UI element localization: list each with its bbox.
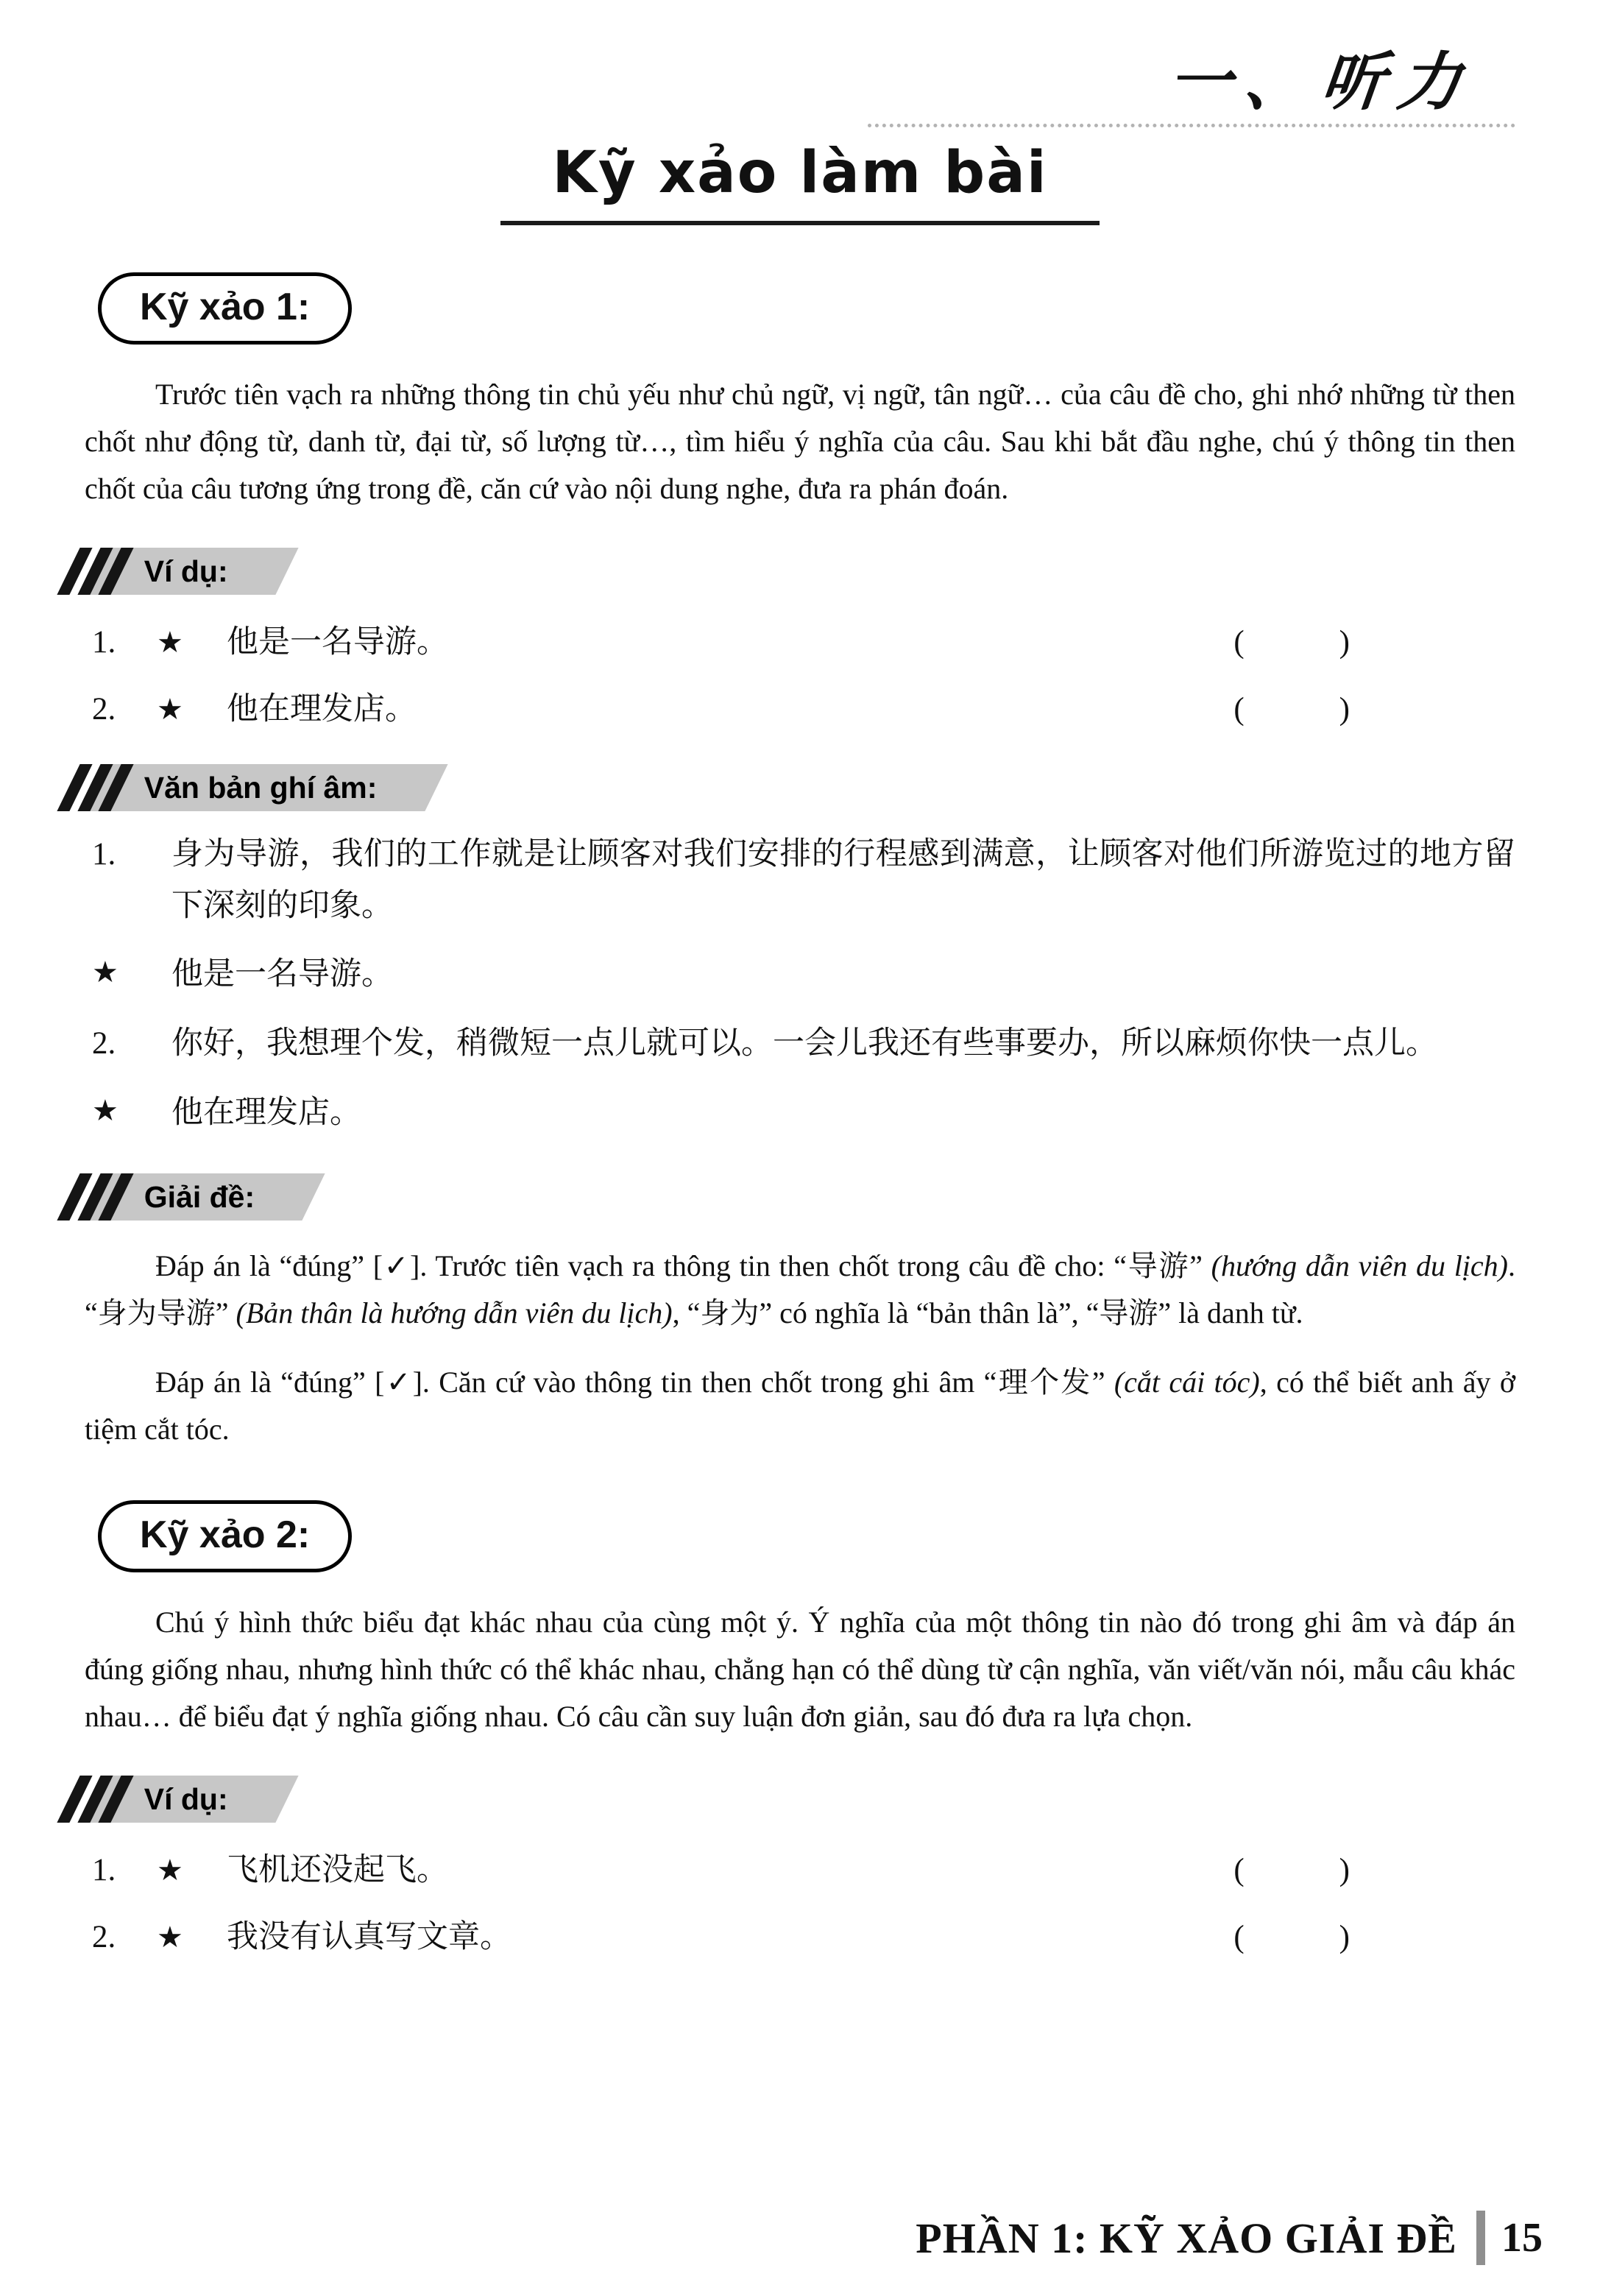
solution-gloss: (Bản thân là hướng dẫn viên du lịch) (236, 1296, 673, 1330)
example-number: 2. (92, 692, 116, 727)
solution-gloss: (cắt cái tóc) (1114, 1366, 1260, 1399)
example-number: 2. (92, 1920, 116, 1955)
star-icon: ★ (92, 1093, 118, 1127)
section-label: Giải đề: (144, 1179, 255, 1214)
example-text: 我没有认真写文章。 (227, 1920, 511, 1955)
page-number: 15 (1501, 2215, 1543, 2261)
example-item (92, 1912, 1515, 1957)
star-icon: ★ (157, 693, 183, 726)
example-text: 他是一名导游。 (227, 625, 448, 660)
example-item (92, 1845, 1515, 1890)
star-icon: ★ (157, 626, 183, 659)
footer (916, 2211, 1543, 2265)
solution-text: , “身为” có nghĩa là “bản thân là”, “导游” là danh từ. (672, 1296, 1303, 1330)
section-header-transcript (68, 764, 1515, 811)
example-number: 1. (92, 625, 116, 660)
transcript-item (92, 829, 1515, 931)
skill2-badge: Kỹ xảo 2: (98, 1500, 352, 1572)
transcript-item (92, 1087, 1515, 1139)
section-label: Ví dụ: (144, 554, 228, 588)
section-header-solution (68, 1173, 1515, 1221)
section-header-example-1 (68, 548, 1515, 595)
solution-gloss: (hướng dẫn viên du lịch) (1211, 1249, 1509, 1283)
transcript-text: 他是一名导游。 (171, 957, 393, 992)
solution-paragraph (85, 1243, 1515, 1337)
transcript-text: 你好，我想理个发，稍微短一点儿就可以。一会儿我还有些事要办，所以麻烦你快一点儿。 (171, 1025, 1437, 1061)
dotted-rule (868, 124, 1515, 127)
section-header-example-2 (68, 1776, 1515, 1823)
solution-text: , có thể biết anh ấy ở tiệm cắt tóc. (85, 1366, 1515, 1447)
solution-text: Đáp án là “đúng” [✓]. Trước tiên vạch ra thông tin then chốt trong câu đề cho: “导游” (155, 1249, 1211, 1283)
star-icon: ★ (157, 1854, 183, 1887)
transcript-marker: 2. (92, 1025, 116, 1061)
section-label: Ví dụ: (144, 1781, 228, 1816)
example-text: 飞机还没起飞。 (227, 1853, 448, 1888)
transcript-marker: 1. (92, 837, 116, 872)
section-label: Văn bản ghí âm: (144, 770, 378, 805)
page-header (85, 31, 1515, 127)
page-title: Kỹ xảo làm bài (500, 140, 1099, 225)
answer-blank: ( ) (1233, 1853, 1350, 1888)
answer-blank: ( ) (1233, 625, 1350, 660)
star-icon: ★ (157, 1921, 183, 1954)
footer-divider (1476, 2211, 1485, 2265)
footer-label: PHẦN 1: KỸ XẢO GIẢI ĐỀ (916, 2214, 1457, 2262)
transcript-item (92, 1018, 1515, 1070)
example-item (92, 684, 1515, 729)
skill1-badge: Kỹ xảo 1: (98, 272, 352, 345)
solution-text: . “身为导游” (85, 1249, 1516, 1330)
solution-text: Đáp án là “đúng” [✓]. Căn cứ vào thông tin then chốt trong ghi âm “理个发” (155, 1366, 1114, 1399)
answer-blank: ( ) (1233, 692, 1350, 727)
transcript-text: 他在理发店。 (171, 1095, 361, 1130)
example-item (92, 617, 1515, 662)
section-calligraphy-title: 一、听力 (1164, 46, 1479, 119)
transcript-item (92, 949, 1515, 1000)
answer-blank: ( ) (1233, 1920, 1350, 1955)
example-text: 他在理发店。 (227, 692, 417, 727)
transcript-text: 身为导游，我们的工作就是让顾客对我们安排的行程感到满意，让顾客对他们所游览过的地方留下深刻的印象。 (171, 837, 1515, 923)
skill1-intro: Trước tiên vạch ra những thông tin chủ yếu như chủ ngữ, vị ngữ, tân ngữ… của câu đề cho, ghi nhớ những từ then chốt như động từ, danh từ, đại từ, số lượng từ…, tìm hiểu ý nghĩa của câu. Sau khi bắt đầu nghe, chú ý thông tin then chốt của câu tương ứng trong đề, căn cứ vào nội dung nghe, đưa ra phán đoán. (85, 378, 1515, 505)
example-number: 1. (92, 1853, 116, 1888)
skill2-intro: Chú ý hình thức biểu đạt khác nhau của cùng một ý. Ý nghĩa của một thông tin nào đó trong ghi âm và đáp án đúng giống nhau, nhưng hình thức có thể khác nhau, chẳng hạn có thể dùng từ cận nghĩa, văn viết/văn nói, mẫu câu khác nhau… để biểu đạt ý nghĩa giống nhau. Có câu cần suy luận đơn giản, sau đó đưa ra lựa chọn. (85, 1606, 1515, 1734)
star-icon: ★ (92, 956, 118, 989)
solution-paragraph (85, 1359, 1515, 1453)
